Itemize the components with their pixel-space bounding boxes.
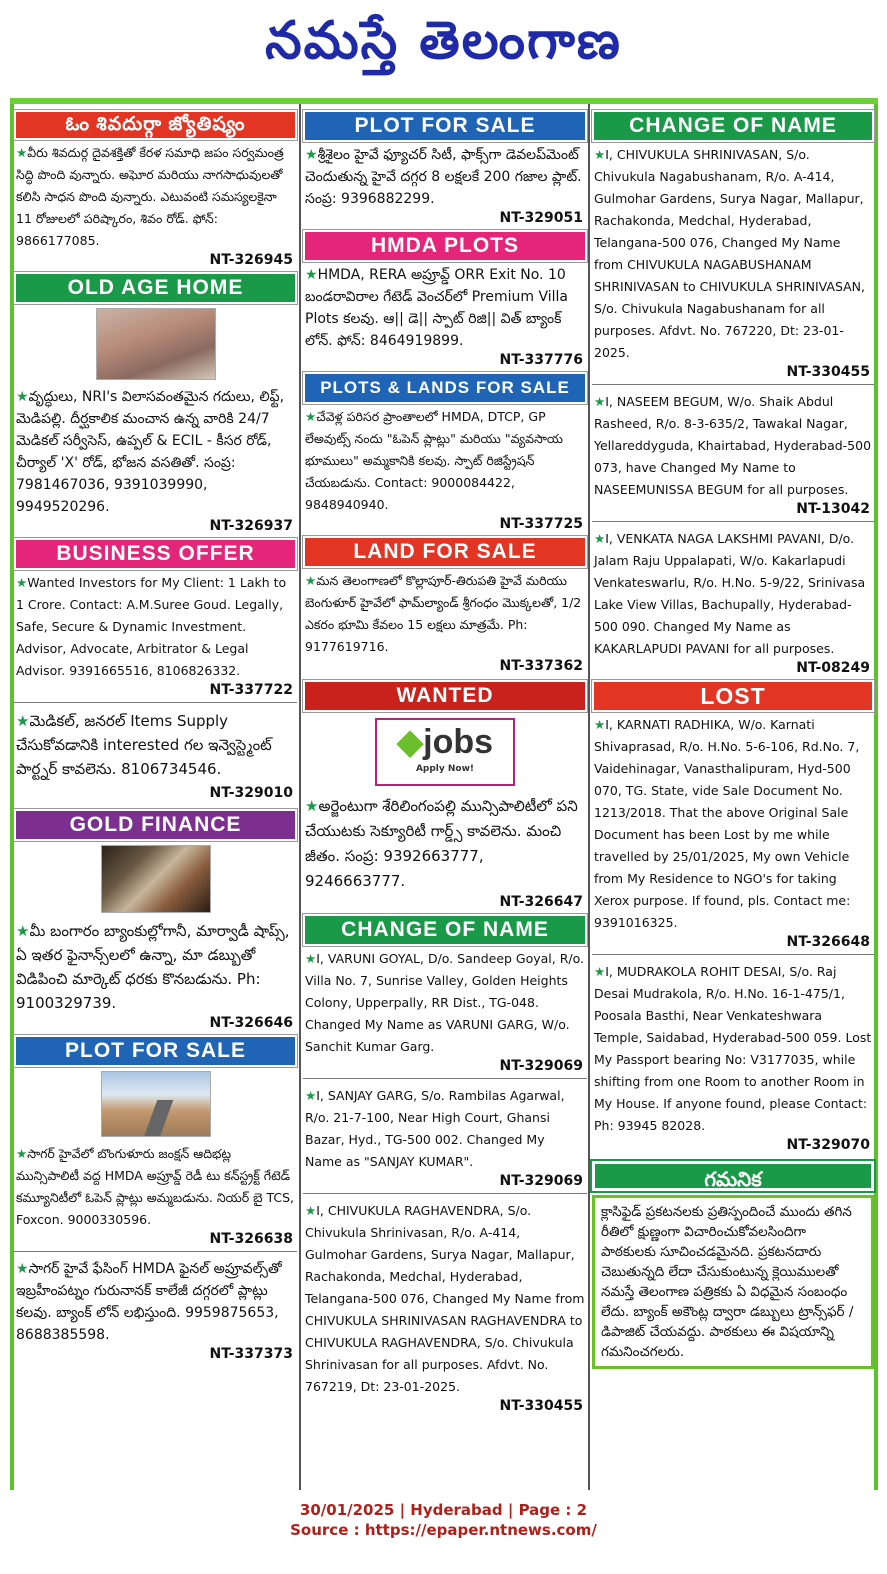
star-icon: ★ — [16, 1146, 28, 1161]
section-header-plot-for-sale: PLOT FOR SALE — [14, 1035, 297, 1067]
section-header-jyothishyam: ఓం శివదుర్గా జ్యోతిష్యం — [14, 110, 297, 140]
ad-code: NT-337722 — [209, 682, 293, 698]
ad-code: NT-329069 — [499, 1173, 583, 1189]
jobs-logo-text: jobs — [423, 723, 494, 761]
section-header-plots-lands: PLOTS & LANDS FOR SALE — [303, 372, 587, 404]
gold-finance-photo — [101, 845, 211, 913]
separator — [303, 1193, 587, 1194]
ad-naseem-begum: ★I, NASEEM BEGUM, W/o. Shaik Abdul Rasheed, R/o. 8-3-635/2, Tawakal Nagar, Yellareddyguda, Khairtabad, Hyderabad-500 073, have Changed My Name to NASEEMUNISSA BEGUM for all purposes. — [594, 394, 872, 497]
ad-code: NT-326648 — [786, 934, 870, 950]
plot-photo — [101, 1071, 211, 1137]
section-header-gold-finance: GOLD FINANCE — [14, 809, 297, 841]
star-icon: ★ — [305, 267, 318, 283]
column-3 — [592, 110, 874, 1369]
star-icon: ★ — [16, 575, 28, 590]
ad-code: NT-326945 — [209, 252, 293, 268]
ad-code: NT-337725 — [499, 516, 583, 532]
ad-code: NT-337373 — [209, 1346, 293, 1362]
star-icon: ★ — [594, 717, 606, 732]
page-footer — [0, 1500, 887, 1540]
ad-code: NT-329070 — [786, 1137, 870, 1153]
ad-code: NT-329010 — [209, 785, 293, 801]
section-header-lost: LOST — [592, 680, 874, 712]
star-icon: ★ — [16, 389, 29, 405]
ad-mudrakola-rohit-desai: ★I, MUDRAKOLA ROHIT DESAI, S/o. Raj Desai Mudrakola, R/o. H.No. 16-1-475/1, Poosala Basthi, Near Venkateshwara Temple, Saidabad, Hyderabad-500 059. Lost My Passport bearing No: V3177035, while shifting from one Room to another Room in My House. If anyone found, please Contact: Ph: 93945 82028. — [594, 964, 872, 1133]
column-divider — [299, 104, 301, 1490]
ad-varuni-goyal: ★I, VARUNI GOYAL, D/o. Sandeep Goyal, R/o. Villa No. 7, Sunrise Valley, Golden Heights Colony, Upperpally, RR Dist., TG-048. Changed My Name as VARUNI GARG, W/o. Sanchit Kumar Garg. — [305, 951, 585, 1054]
separator — [592, 954, 874, 955]
masthead — [0, 0, 887, 82]
ad-chevella-plots: ★చేవెళ్ల పరిసర ప్రాంతాలలో HMDA, DTCP, GP లేఅవుట్స్ నందు "ఓపెన్ ప్లాట్లు" మరియు "వ్యవసాయ భూములు" అమ్మకానికి కలవు. స్పాట్ రిజిస్ట్రేషన్ చేయబడును. Contact: 9000084422, 9848940940. — [305, 409, 563, 512]
footer-date-line: 30/01/2025 | Hyderabad | Page : 2 — [299, 1501, 588, 1519]
ad-code: NT-337776 — [499, 352, 583, 368]
section-header-land-for-sale: LAND FOR SALE — [303, 536, 587, 568]
star-icon: ★ — [16, 922, 30, 940]
ad-chivukula-raghavendra: ★I, CHIVUKULA RAGHAVENDRA, S/o. Chivukula Shrinivasan, R/o. A-414, Gulmohar Gardens, Surya Nagar, Mallapur, Rachakonda, Medchal, Hyderabad, Telangana-500 076, Changed My Name from CHIVUKULA SHRINIVASAN RAGHAVENDRA to CHIVUKULA RAGHAVENDRA, S/o. Chivukula Shrinivasan for all purposes. Afdvt. No. 767219, Dt: 23-01-2025. — [305, 1203, 585, 1394]
ad-code: NT-326638 — [209, 1231, 293, 1247]
jobs-logo — [375, 718, 515, 786]
column-2 — [303, 110, 587, 1414]
star-icon: ★ — [16, 1261, 29, 1277]
separator — [14, 1251, 297, 1252]
section-header-wanted: WANTED — [303, 680, 587, 712]
ad-farmland: ★మన తెలంగాణలో కొల్లాపూర్-తిరుపతి హైవే మరియు బెంగుళూర్ హైవేలో ఫామ్‌ల్యాండ్ శ్రీగంధం మొక్కలతో, 1/2 ఎకరం భూమి కేవలం 15 లక్షలు మాత్రమే. Ph: 9177619716. — [305, 573, 582, 654]
star-icon: ★ — [594, 147, 606, 162]
star-icon: ★ — [305, 573, 317, 588]
star-icon: ★ — [305, 951, 317, 966]
ad-karnati-radhika: ★I, KARNATI RADHIKA, W/o. Karnati Shivaprasad, R/o. H.No. 5-6-106, Rd.No. 7, Vaidehinagar, Vanasthalipuram, Hyd-500 070, TG. State, vide Sale Document No. 1213/2018. That the above Original Sale Document has been Lost by me while travelled by 25/01/2025, My own Vehicle from My Residence to NGO's for taking Xerox purpose. If found, pls. Contact me: 9391016325. — [594, 717, 860, 930]
ad-code: NT-330455 — [499, 1398, 583, 1414]
star-icon: ★ — [305, 1203, 317, 1218]
footer-source-line: Source : https://epaper.ntnews.com/ — [290, 1521, 597, 1539]
star-icon: ★ — [305, 409, 317, 424]
jobs-logo-sub: Apply Now! — [415, 764, 475, 774]
ad-code: NT-13042 — [796, 501, 870, 517]
star-icon: ★ — [16, 712, 30, 730]
star-icon: ★ — [16, 145, 28, 160]
section-header-change-of-name: CHANGE OF NAME — [592, 110, 874, 142]
star-icon: ★ — [305, 797, 319, 815]
old-age-home-photo — [96, 308, 216, 380]
newspaper-title: నమస్తే తెలంగాణ — [265, 10, 622, 71]
section-header-plot-for-sale: PLOT FOR SALE — [303, 110, 587, 142]
ad-code: NT-337362 — [499, 658, 583, 674]
ad-code: NT-329069 — [499, 1058, 583, 1074]
ad-medical-supply: ★మెడికల్, జనరల్ Items Supply చేసుకోవడానికి interested గల ఇన్వెస్ట్మెంట్ పార్ట్నర్ కావలెను. 8106734546. — [16, 712, 272, 778]
section-header-business-offer: BUSINESS OFFER — [14, 538, 297, 570]
separator — [303, 1078, 587, 1079]
separator — [592, 384, 874, 385]
ad-srisailam-highway: ★శ్రీశైలం హైవే ఫ్యూచర్ సిటీ, ఫాక్స్‌గా డెవలప్‌మెంట్ చెందుతున్న హైవే దగ్గర 8 లక్షలకే 200 గజాల ప్లాట్. సంప్ర: 9396882299. — [305, 147, 582, 207]
ad-venkata-naga-lakshmi-pavani: ★I, VENKATA NAGA LAKSHMI PAVANI, D/o. Jalam Raju Uppalapati, W/o. Kakarlapudi Venkateswarlu, R/o. H.No. 5-9/22, Srinivasa Lake View Villas, Bachupally, Hyderabad-500 090. Changed My Name as KAKARLAPUDI PAVANI for all purposes. — [594, 531, 866, 656]
notice-title: గమనిక — [592, 1161, 874, 1191]
star-icon: ★ — [594, 531, 606, 546]
section-header-old-age-home: OLD AGE HOME — [14, 272, 297, 304]
ad-old-age-home: ★వృద్ధులు, NRI's విలాసవంతమైన గదులు, లిఫ్ట్, మెడిపల్లి. దీర్ఘకాలిక మంచాన ఉన్న వారికి 24/7 మెడికల్ సర్వీసెస్, ఉప్పల్ & ECIL - కీసర రోడ్, చీర్యాల్ 'X' రోడ్, భోజన వసతితో. సంప్ర: 7981467036, 9391039990, 9949520296. — [16, 389, 285, 515]
column-1 — [14, 110, 297, 1362]
star-icon: ★ — [594, 964, 606, 979]
ad-code: NT-326647 — [499, 894, 583, 910]
section-header-hmda-plots: HMDA PLOTS — [303, 230, 587, 262]
column-divider — [588, 104, 590, 1490]
ad-hmda-villa-plots: ★HMDA, RERA అప్రూవ్డ్ ORR Exit No. 10 బండరావిరాల గేటెడ్ వెంచర్‌లో Premium Villa Plots కలవు. ఆ|| డె|| స్పాట్ రిజి|| విత్ బ్యాంక్ లోన్. ఫోన్: 8464919899. — [305, 267, 568, 349]
ad-sanjay-garg: ★I, SANJAY GARG, S/o. Rambilas Agarwal, R/o. 21-7-100, Near High Court, Ghansi Bazar, Hyd., TG-500 002. Changed My Name as "SANJAY KUMAR". — [305, 1088, 565, 1169]
ad-business-offer: ★Wanted Investors for My Client: 1 Lakh to 1 Crore. Contact: A.M.Suree Goud. Legally, Safe, Secure & Dynamic Investment. Advisor, Advocate, Arbitrator & Legal Advisor. 9391665516, 8106826332. — [16, 575, 287, 678]
ad-code: NT-326646 — [209, 1015, 293, 1031]
section-header-change-of-name: CHANGE OF NAME — [303, 914, 587, 946]
ad-plot-sagar-highway: ★సాగర్ హైవేలో బొంగుళూరు జంక్షన్ ఆదిభట్ల మున్సిపాలిటీ వద్ద HMDA అప్రూవ్డ్ రెడీ టు కన్‌స్ట్రక్ట్ గేటెడ్ కమ్యూనిటీలో ఓపెన్ ప్లాట్లు అమ్మబడును. నియర్ బై TCS, Foxcon. 9000330596. — [16, 1146, 294, 1227]
ad-code: NT-08249 — [796, 660, 870, 676]
separator — [14, 702, 297, 703]
ad-security-guards: ★అర్జెంటుగా శేరిలింగంపల్లి మున్సిపాలిటీలో పని చేయుటకు సెక్యూరిటీ గార్డ్స్ కావలెను. మంచి జీతం. సంప్ర: 9392663777, 9246663777. — [305, 797, 578, 890]
ad-jyothishyam: ★వీరు శివదుర్గ దైవశక్తితో కేరళ సమాధి జపం సర్వమంత్ర సిద్ధి పొంది వున్నారు. అఘోర మరియు నాగసాధువులతో కలిసి సాధన పొంది వున్నారు. ఎటువంటి సమస్యలకైనా 11 రోజులలో పరిష్కారం, శివం రోడ్. ఫోన్: 9866177085. — [16, 145, 284, 248]
separator — [592, 521, 874, 522]
star-icon: ★ — [305, 147, 318, 163]
star-icon: ★ — [305, 1088, 317, 1103]
ad-code: NT-329051 — [499, 210, 583, 226]
ad-code: NT-330455 — [786, 364, 870, 380]
notice-body: క్లాసిఫైడ్ ప్రకటనలకు ప్రతిస్పందించే ముందు తగిన రీతిలో క్షుణ్ణంగా విచారించుకోవలసిందిగా పాఠకులకు సూచించడమైనది. ప్రకటనదారు చెబుతున్నది లేదా చేసుకుంటున్న క్లెయిములతో నమస్తే తెలంగాణ పత్రికకు ఏ విధమైన సంబంధం లేదు. బ్యాంక్ అకౌంట్ల ద్వారా డబ్బులు ట్రాన్స్‌ఫర్ / డిపాజిట్ చేయవద్దు. పాఠకులు ఈ విషయాన్ని గమనించగలరు. — [592, 1195, 874, 1369]
ad-chivukula-shrinivasan: ★I, CHIVUKULA SHRINIVASAN, S/o. Chivukula Nagabushanam, R/o. A-414, Gulmohar Gardens, Surya Nagar, Mallapur, Rachakonda, Medchal, Hyderabad, Telangana-500 076, Changed My Name from CHIVUKULA NAGABUSHANAM SHRINIVASAN to CHIVUKULA SHRINIVASAN, S/o. Chivukula Nagabushanam for all purposes. Afdvt. No. 767220, Dt: 23-01-2025. — [594, 147, 865, 360]
ad-code: NT-326937 — [209, 518, 293, 534]
star-icon: ★ — [594, 394, 606, 409]
ad-plot-ibrahimpatnam: ★సాగర్ హైవే ఫేసింగ్ HMDA ఫైనల్ అప్రూవల్స్‌తో ఇబ్రహీంపట్నం గురునానక్ కాలేజీ దగ్గరలో ప్లాట్లు కలవు. బ్యాంక్ లోన్ లభిస్తుంది. 9959875653, 8688385598. — [16, 1261, 282, 1343]
ad-gold-finance: ★మీ బంగారం బ్యాంకుల్లోగానీ, మార్వాడీ షాప్స్, ఏ ఇతర ఫైనాన్స్‌లలో ఉన్నా, మా డబ్బుతో విడిపించి మార్కెట్ ధరకు కొనబడును. Ph: 9100329739. — [16, 922, 290, 1012]
jobs-logo-icon: ◆ — [396, 723, 424, 761]
